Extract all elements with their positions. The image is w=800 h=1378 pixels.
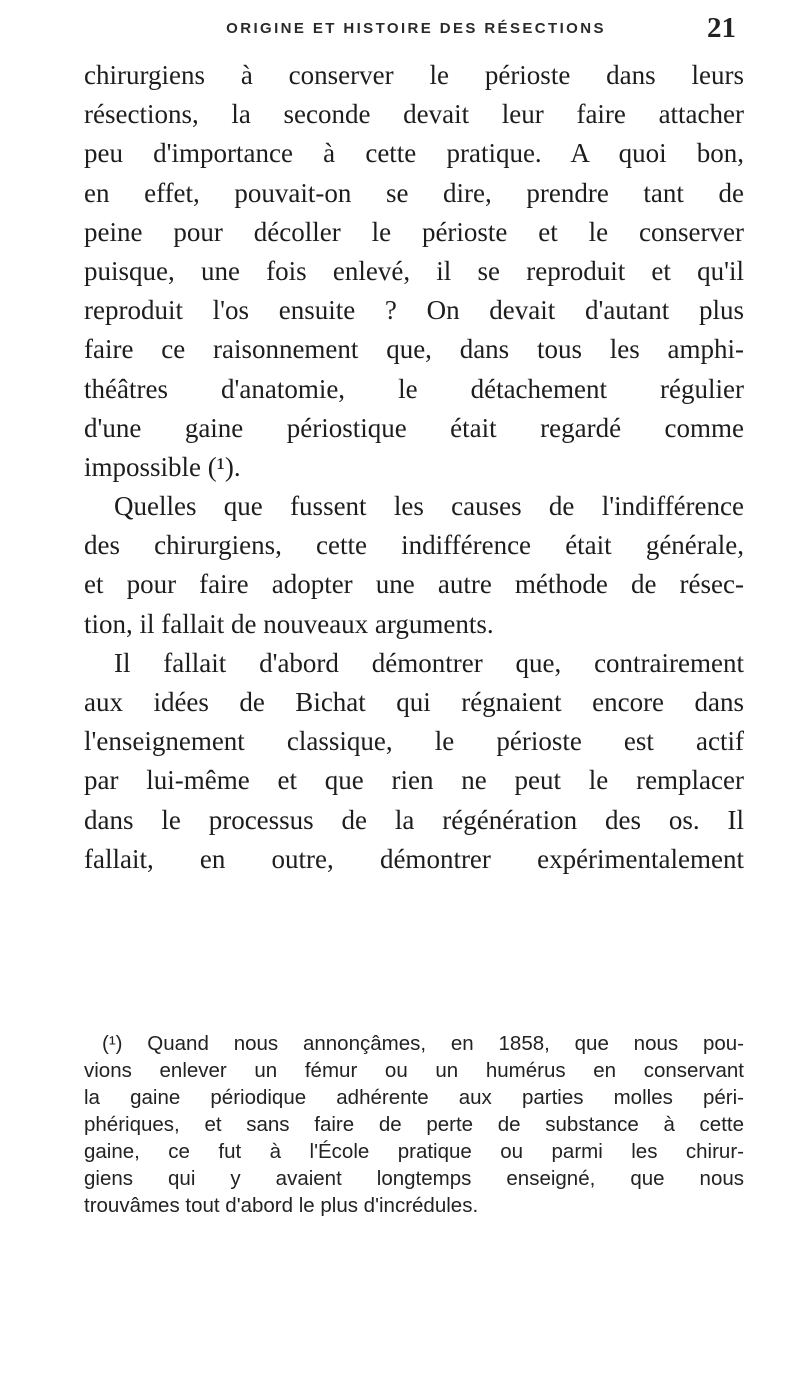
text-line: tion, il fallait de nouveaux arguments. — [84, 608, 494, 639]
text-line: puisque, une fois enlevé, il se reproduit et qu'il — [84, 255, 744, 286]
text-line: chirurgiens à conserver le périoste dans leurs — [84, 60, 744, 90]
footnote — [84, 1030, 744, 1219]
main-text — [84, 56, 744, 879]
footnote-line: phériques, et sans faire de perte de substance à cette — [84, 1113, 744, 1136]
page-number: 21 — [707, 12, 736, 44]
footnote-line: gaine, ce fut à l'École pratique ou parmi les chirur- — [84, 1140, 744, 1163]
text-line-with-note — [84, 448, 744, 487]
text-line: d'une gaine périostique était regardé comme — [84, 412, 744, 443]
text-line: des chirurgiens, cette indifférence était générale, — [84, 530, 744, 561]
text-line: l'enseignement classique, le périoste est actif — [84, 726, 744, 757]
footnote-reference: (¹) — [207, 451, 234, 482]
footnote-line: vions enlever un fémur ou un humérus en conservant — [84, 1059, 744, 1082]
text-line: Quelles que fussent les causes de l'indifférence — [114, 491, 744, 522]
text-line: par lui-même et que rien ne peut le remplacer — [84, 765, 744, 796]
text-fragment: impossible — [84, 451, 202, 482]
text-line: faire ce raisonnement que, dans tous les amphi- — [84, 334, 744, 365]
footnote-line: la gaine périodique adhérente aux parties molles péri- — [84, 1086, 744, 1109]
text-line: peine pour décoller le périoste et le conserver — [84, 216, 744, 247]
running-head — [96, 12, 736, 48]
footnote-line: trouvâmes tout d'abord le plus d'incrédules. — [84, 1194, 479, 1217]
text-line: théâtres d'anatomie, le détachement régulier — [84, 373, 744, 404]
footnote-line: giens qui y avaient longtemps enseigné, que nous — [84, 1167, 744, 1190]
text-line: dans le processus de la régénération des os. Il — [84, 804, 744, 835]
text-line: aux idées de Bichat qui régnaient encore dans — [84, 687, 744, 717]
text-line: reproduit l'os ensuite ? On devait d'autant plus — [84, 295, 744, 326]
text-line: Il fallait d'abord démontrer que, contrairement — [114, 647, 744, 678]
text-line: fallait, en outre, démontrer expérimentalement — [84, 843, 744, 874]
text-line: en effet, pouvait-on se dire, prendre tant de — [84, 177, 744, 208]
text-line: peu d'importance à cette pratique. A quoi bon, — [84, 138, 744, 169]
footnote-line: (¹) Quand nous annonçâmes, en 1858, que nous pou- — [102, 1032, 744, 1055]
sentence-end: . — [233, 451, 241, 482]
text-line: et pour faire adopter une autre méthode de résec- — [84, 569, 744, 600]
running-title: ORIGINE ET HISTOIRE DES RÉSECTIONS — [226, 20, 606, 37]
text-line: résections, la seconde devait leur faire attacher — [84, 99, 744, 130]
